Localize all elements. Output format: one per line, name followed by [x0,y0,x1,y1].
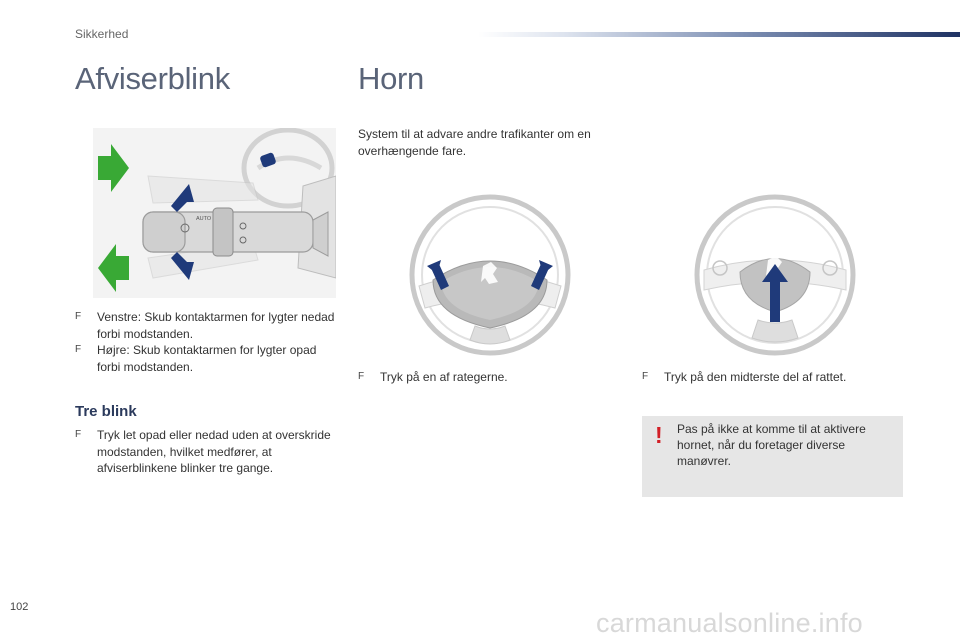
warning-box [642,416,903,497]
light-stalk [143,208,328,256]
caption-text: Tryk på den midterste del af rattet. [664,370,847,384]
left-bullet-list [75,309,337,375]
warning-text: Pas på ikke at komme til at aktivere hornet, når du foretager diverse manøvrer. [677,422,866,468]
bullet-three-blinks [75,427,337,477]
page-title-horn: Horn [358,61,424,96]
watermark: carmanualsonline.info [596,608,863,638]
section-label: Sikkerhed [75,27,129,41]
exclamation-icon: ! [655,422,663,448]
bullet-marker: F [75,344,82,355]
bullet-text: Højre: Skub kontaktarmen for lygter opad forbi modstanden. [97,343,317,374]
caption-center [642,369,902,386]
steering-wheel-center-illustration [690,190,860,360]
caption-text: Tryk på en af rategerne. [380,370,508,384]
turn-signal-illustration [93,128,336,298]
header-bar [478,32,960,37]
bullet-text: Tryk let opad eller nedad uden at overskride modstanden, hvilket medfører, at afviserblinkene blinker tre gange. [97,428,331,475]
stalk-label-auto: AUTO [196,216,212,222]
steering-wheel-spokes-illustration [405,190,575,360]
bullet-marker: F [358,371,365,382]
sub-bullet-list [75,427,337,477]
bullet-marker: F [75,311,82,322]
subheading-tre-blink: Tre blink [75,403,137,420]
bullet-text: Venstre: Skub kontaktarmen for lygter nedad forbi modstanden. [97,310,335,341]
page-number: 102 [10,601,29,613]
caption-spokes [358,369,608,386]
page-title-afviserblink: Afviserblink [75,61,230,96]
bullet-left-turn [75,309,337,342]
horn-intro: System til at advare andre trafikanter om en overhængende fare. [358,127,591,158]
bullet-right-turn [75,342,337,375]
bullet-marker: F [75,429,82,440]
bullet-marker: F [642,371,649,382]
